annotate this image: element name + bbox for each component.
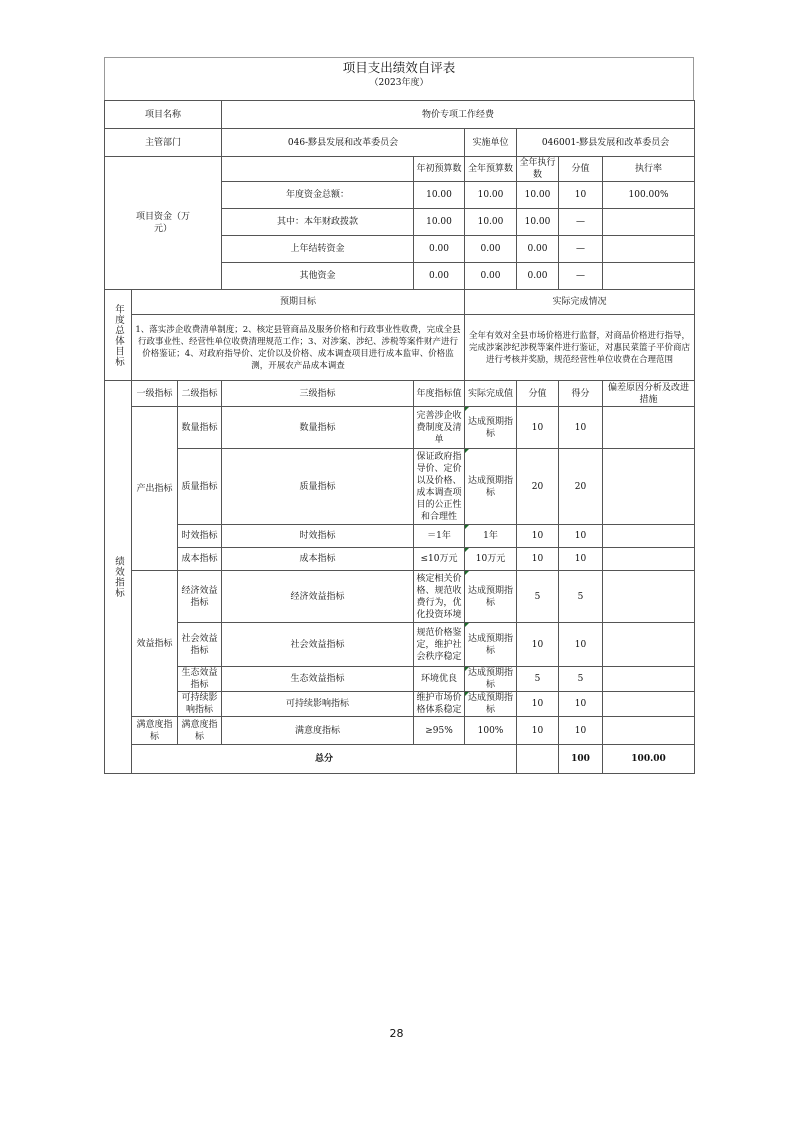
impl-value: 046001-黟县发展和改革委员会 <box>517 129 695 157</box>
perf-row <box>105 407 695 449</box>
perf-header: 年度指标值 <box>414 381 465 407</box>
perf-got: 10 <box>559 407 603 449</box>
perf-got: 10 <box>559 692 603 717</box>
perf-l1: 产出指标 <box>132 407 178 571</box>
perf-row <box>105 449 695 525</box>
perf-header: 得分 <box>559 381 603 407</box>
project-name-label: 项目名称 <box>105 101 222 129</box>
funds-cell: 10.00 <box>414 182 465 209</box>
perf-score: 10 <box>517 525 559 548</box>
dept-row <box>105 129 695 157</box>
perf-l3: 生态效益指标 <box>222 667 414 692</box>
perf-l3: 满意度指标 <box>222 717 414 745</box>
perf-l3: 可持续影响指标 <box>222 692 414 717</box>
perf-l2: 成本指标 <box>178 548 222 571</box>
funds-cell <box>603 263 695 290</box>
funds-header-row <box>105 157 695 182</box>
total-label: 总分 <box>132 745 517 774</box>
funds-cell <box>603 209 695 236</box>
perf-actual: 达成预期指标 <box>465 449 517 525</box>
goals-text-row <box>105 315 695 381</box>
perf-note <box>603 548 695 571</box>
funds-cell: 0.00 <box>465 263 517 290</box>
perf-got: 20 <box>559 449 603 525</box>
perf-target: 保证政府指导价、定价以及价格、成本调查项目的公正性和合理性 <box>414 449 465 525</box>
goals-header-row <box>105 290 695 315</box>
perf-l2: 社会效益指标 <box>178 623 222 667</box>
funds-row-name: 其中：本年财政拨款 <box>222 209 414 236</box>
funds-header-2: 全年执行数 <box>517 157 559 182</box>
perf-score: 10 <box>517 717 559 745</box>
perf-l2: 质量指标 <box>178 449 222 525</box>
perf-l3: 经济效益指标 <box>222 571 414 623</box>
perf-header: 三级指标 <box>222 381 414 407</box>
funds-cell: 10.00 <box>465 182 517 209</box>
expected-goal-label: 预期目标 <box>132 290 465 315</box>
perf-target: 环境优良 <box>414 667 465 692</box>
perf-score: 5 <box>517 571 559 623</box>
perf-got: 10 <box>559 548 603 571</box>
funds-label-text: 项目资金（万元） <box>135 212 190 234</box>
total-score: 100 <box>559 745 603 774</box>
total-got: 100.00 <box>603 745 695 774</box>
perf-row <box>105 717 695 745</box>
funds-row-name: 年度资金总额： <box>222 182 414 209</box>
spacer-row <box>104 91 694 100</box>
funds-header-1: 全年预算数 <box>465 157 517 182</box>
page-title: 项目支出绩效自评表 <box>104 57 694 77</box>
project-name-row <box>105 101 695 129</box>
funds-header-blank <box>222 157 414 182</box>
perf-row <box>105 692 695 717</box>
perf-note <box>603 623 695 667</box>
perf-target: 完善涉企收费制度及清单 <box>414 407 465 449</box>
perf-l2: 可持续影响指标 <box>178 692 222 717</box>
perf-actual: 达成预期指标 <box>465 407 517 449</box>
perf-target: ≥95% <box>414 717 465 745</box>
perf-note <box>603 525 695 548</box>
perf-target: 规范价格鉴定，维护社会秩序稳定 <box>414 623 465 667</box>
report-page <box>104 57 694 781</box>
expected-goal-text: 1、落实涉企收费清单制度；2、核定县管商品及服务价格和行政事业性收费，完成全县行政事业性、经营性单位收费清理规范工作；3、对涉案、涉纪、涉税等案件财产进行价格鉴证；4、对政府指导价、定价以及价格、成本调查项目进行成本监审、价格监测，开展农产品成本调查 <box>132 315 465 381</box>
funds-cell: 0.00 <box>465 236 517 263</box>
perf-l2: 时效指标 <box>178 525 222 548</box>
perf-score: 5 <box>517 667 559 692</box>
evaluation-table <box>104 100 695 774</box>
perf-target: ＝1年 <box>414 525 465 548</box>
perf-header: 偏差原因分析及改进措施 <box>603 381 695 407</box>
perf-row <box>105 571 695 623</box>
perf-row <box>105 525 695 548</box>
funds-cell: — <box>559 263 603 290</box>
perf-actual: 达成预期指标 <box>465 667 517 692</box>
perf-actual: 10万元 <box>465 548 517 571</box>
funds-cell: 0.00 <box>517 263 559 290</box>
perf-score: 10 <box>517 548 559 571</box>
perf-got: 10 <box>559 717 603 745</box>
impl-label: 实施单位 <box>465 129 517 157</box>
perf-actual: 达成预期指标 <box>465 692 517 717</box>
perf-l3: 时效指标 <box>222 525 414 548</box>
perf-note <box>603 449 695 525</box>
perf-got: 5 <box>559 667 603 692</box>
funds-cell: 10.00 <box>517 182 559 209</box>
total-blank <box>517 745 559 774</box>
perf-l3: 数量指标 <box>222 407 414 449</box>
perf-note <box>603 717 695 745</box>
actual-goal-text: 全年有效对全县市场价格进行监督，对商品价格进行指导，完成涉案涉纪涉税等案件进行鉴证，对惠民菜篮子平价商店进行考核并奖励，规范经营性单位收费在合理范围 <box>465 315 695 381</box>
goals-label-text: 年度总体目标 <box>113 303 124 367</box>
dept-label: 主管部门 <box>105 129 222 157</box>
perf-target: 核定相关价格、规范收费行为，优化投资环境 <box>414 571 465 623</box>
funds-header-0: 年初预算数 <box>414 157 465 182</box>
perf-l2: 经济效益指标 <box>178 571 222 623</box>
funds-cell <box>603 236 695 263</box>
funds-label <box>105 157 222 290</box>
goals-label <box>105 290 132 381</box>
perf-note <box>603 571 695 623</box>
project-name-value: 物价专项工作经费 <box>222 101 695 129</box>
perf-l3: 社会效益指标 <box>222 623 414 667</box>
perf-row <box>105 623 695 667</box>
perf-row <box>105 548 695 571</box>
perf-label-text: 绩效指标 <box>113 556 124 598</box>
perf-actual: 1年 <box>465 525 517 548</box>
perf-score: 10 <box>517 623 559 667</box>
year-label: （2023年度） <box>104 76 694 91</box>
perf-score: 20 <box>517 449 559 525</box>
perf-actual: 达成预期指标 <box>465 623 517 667</box>
funds-cell: — <box>559 209 603 236</box>
perf-header: 实际完成值 <box>465 381 517 407</box>
perf-l2: 数量指标 <box>178 407 222 449</box>
funds-cell: 0.00 <box>414 263 465 290</box>
perf-header: 二级指标 <box>178 381 222 407</box>
funds-cell: 10.00 <box>414 209 465 236</box>
dept-value: 046-黟县发展和改革委员会 <box>222 129 465 157</box>
actual-goal-label: 实际完成情况 <box>465 290 695 315</box>
perf-score: 10 <box>517 692 559 717</box>
perf-l3: 成本指标 <box>222 548 414 571</box>
perf-l1: 效益指标 <box>132 571 178 717</box>
perf-actual: 达成预期指标 <box>465 571 517 623</box>
perf-note <box>603 692 695 717</box>
perf-actual: 100% <box>465 717 517 745</box>
funds-header-3: 分值 <box>559 157 603 182</box>
perf-l1: 满意度指标 <box>132 717 178 745</box>
perf-got: 5 <box>559 571 603 623</box>
perf-score: 10 <box>517 407 559 449</box>
perf-header-row <box>105 381 695 407</box>
perf-row <box>105 667 695 692</box>
funds-cell: 0.00 <box>414 236 465 263</box>
perf-header: 一级指标 <box>132 381 178 407</box>
funds-row-name: 上年结转资金 <box>222 236 414 263</box>
perf-header: 分值 <box>517 381 559 407</box>
perf-got: 10 <box>559 623 603 667</box>
perf-l2: 满意度指标 <box>178 717 222 745</box>
perf-l2: 生态效益指标 <box>178 667 222 692</box>
funds-cell: — <box>559 236 603 263</box>
perf-target: ≤10万元 <box>414 548 465 571</box>
total-row <box>105 745 695 774</box>
perf-l3: 质量指标 <box>222 449 414 525</box>
perf-note <box>603 407 695 449</box>
funds-cell: 10 <box>559 182 603 209</box>
page-number: 28 <box>389 1027 404 1040</box>
funds-cell: 100.00% <box>603 182 695 209</box>
funds-cell: 0.00 <box>517 236 559 263</box>
funds-cell: 10.00 <box>517 209 559 236</box>
perf-note <box>603 667 695 692</box>
funds-row-name: 其他资金 <box>222 263 414 290</box>
funds-header-4: 执行率 <box>603 157 695 182</box>
perf-target: 维护市场价格体系稳定 <box>414 692 465 717</box>
perf-label <box>105 381 132 774</box>
funds-cell: 10.00 <box>465 209 517 236</box>
perf-got: 10 <box>559 525 603 548</box>
